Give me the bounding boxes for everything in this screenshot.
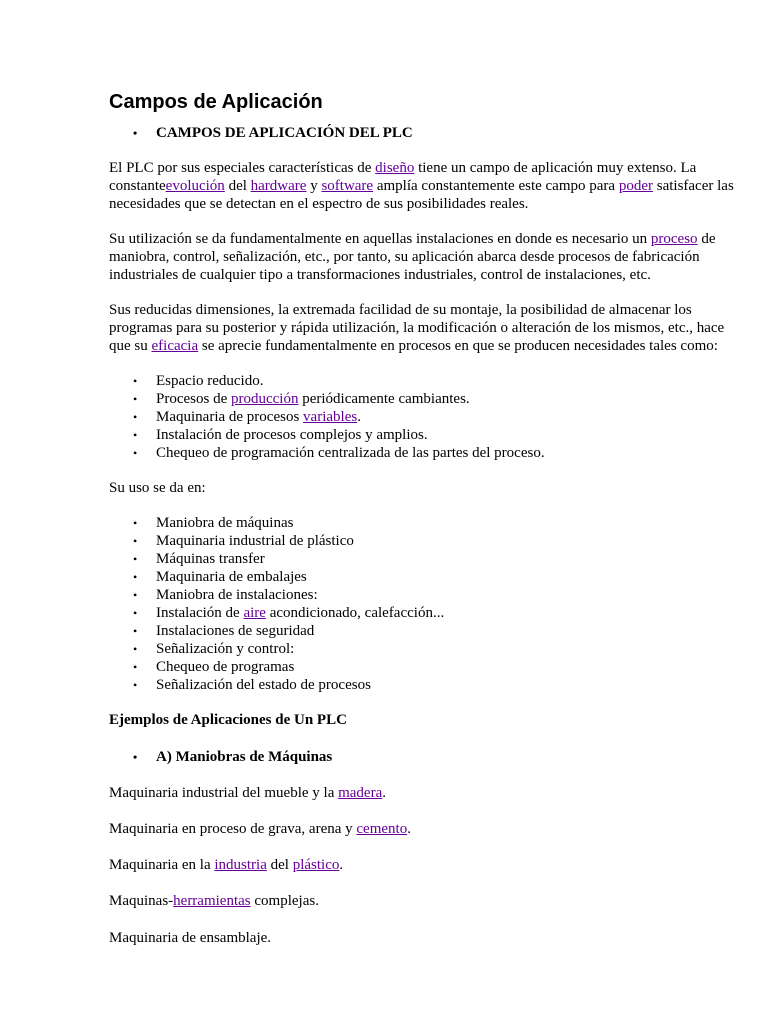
list-item: • Maniobra de instalaciones:: [156, 586, 749, 604]
paragraph-intro: El PLC por sus especiales características de diseño tiene un campo de aplicación muy extenso. La constanteevolución del hardware y software amplía constantemente este campo para poder satisfacer las necesidades que se detectan en el espectro de sus posibilidades reales.: [109, 160, 734, 212]
document-page: [109, 90, 749, 947]
list-item: • Maquinaria de procesos variables.: [156, 408, 749, 426]
paragraph-uso: Su uso se da en:: [109, 480, 206, 496]
link-aire[interactable]: aire: [243, 605, 266, 621]
link-plastico[interactable]: plástico: [292, 857, 340, 873]
link-variables[interactable]: variables: [303, 409, 358, 425]
section-heading-list: [109, 124, 749, 142]
list-item: • Máquinas transfer: [156, 550, 749, 568]
list-item: • Chequeo de programas: [156, 658, 749, 676]
example-line: Maquinaria en la industria del plástico.: [109, 857, 344, 873]
list-item: • Chequeo de programación centralizada de las partes del proceso.: [156, 444, 749, 462]
link-eficacia[interactable]: eficacia: [151, 338, 199, 354]
link-diseno[interactable]: diseño: [375, 160, 415, 176]
link-produccion[interactable]: producción: [231, 391, 299, 407]
paragraph-dimensiones: Sus reducidas dimensiones, la extremada facilidad de su montaje, la posibilidad de almacenar los programas para su posterior y rápida utilización, la modificación o alteración de los mismos, etc., hace que su eficacia se aprecie fundamentalmente en procesos en que se producen necesidades tales como:: [109, 302, 725, 354]
example-line: Maquinaria en proceso de grava, arena y cemento.: [109, 821, 411, 837]
examples-heading: Ejemplos de Aplicaciones de Un PLC: [109, 712, 347, 728]
link-hardware[interactable]: hardware: [250, 178, 307, 194]
list-item: • Espacio reducido.: [156, 372, 749, 390]
list-item: • Instalación de procesos complejos y amplios.: [156, 426, 749, 444]
list-item: • Instalaciones de seguridad: [156, 622, 749, 640]
example-line: Maquinaria de ensamblaje.: [109, 930, 272, 946]
link-cemento[interactable]: cemento: [356, 821, 408, 837]
example-line: Maquinaria industrial del mueble y la madera.: [109, 785, 386, 801]
link-proceso[interactable]: proceso: [650, 231, 698, 247]
link-software[interactable]: software: [321, 178, 374, 194]
link-madera[interactable]: madera: [338, 785, 383, 801]
list-item: • Maniobra de máquinas: [156, 514, 749, 532]
link-evolucion[interactable]: evolución: [165, 178, 225, 194]
page-title: Campos de Aplicación: [109, 91, 323, 113]
list-item: • Señalización y control:: [156, 640, 749, 658]
list-item: • Procesos de producción periódicamente cambiantes.: [156, 390, 749, 408]
subheading: • A) Maniobras de Máquinas: [156, 748, 749, 766]
subheading-list: [109, 748, 749, 766]
section-heading: • CAMPOS DE APLICACIÓN DEL PLC: [156, 124, 749, 142]
link-herramientas[interactable]: herramientas: [173, 893, 251, 909]
list-item: • Maquinaria industrial de plástico: [156, 532, 749, 550]
paragraph-utilizacion: Su utilización se da fundamentalmente en aquellas instalaciones en donde es necesario un proceso de maniobra, control, señalización, etc., por tanto, su aplicación abarca desde procesos de fabricación industriales de cualquier tipo a transformaciones industriales, control de instalaciones, etc.: [109, 231, 716, 283]
link-industria[interactable]: industria: [214, 857, 267, 873]
list-item: • Señalización del estado de procesos: [156, 676, 749, 694]
link-poder[interactable]: poder: [618, 178, 653, 194]
needs-list: [109, 372, 749, 462]
example-line: Maquinas-herramientas complejas.: [109, 893, 319, 909]
list-item: • Instalación de aire acondicionado, calefacción...: [156, 604, 749, 622]
list-item: • Maquinaria de embalajes: [156, 568, 749, 586]
uses-list: [109, 514, 749, 694]
